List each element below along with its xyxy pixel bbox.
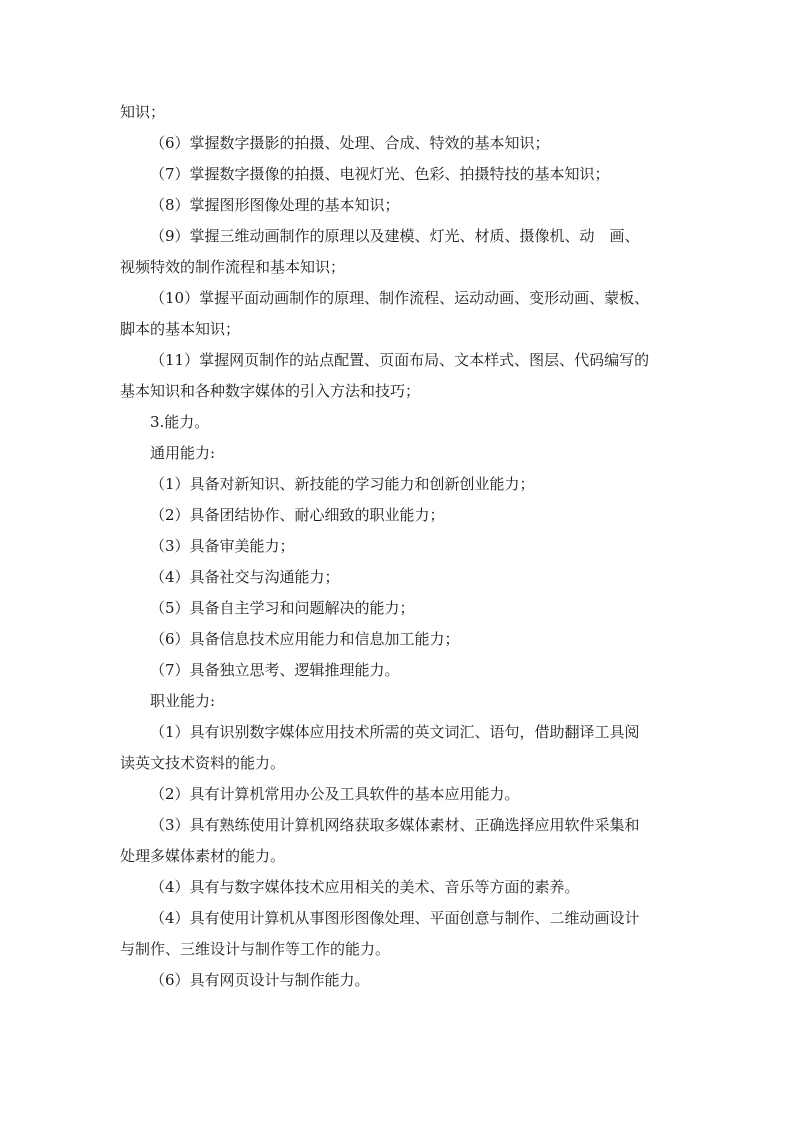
text-line: （1）具备对新知识、新技能的学习能力和创新创业能力； xyxy=(150,475,535,493)
text-line: （3）具有熟练使用计算机网络获取多媒体素材、正确选择应用软件采集和 xyxy=(150,816,640,834)
text-line: 知识； xyxy=(120,103,166,121)
text-line: （7）具备独立思考、逻辑推理能力。 xyxy=(150,661,400,679)
subsection-heading: 通用能力: xyxy=(150,444,216,462)
text-line: 脚本的基本知识； xyxy=(120,320,241,338)
text-line: （8）掌握图形图像处理的基本知识； xyxy=(150,196,400,214)
text-line: （2）具备团结协作、耐心细致的职业能力； xyxy=(150,506,445,524)
text-line: （3）具备审美能力； xyxy=(150,537,295,555)
subsection-heading: 职业能力: xyxy=(150,692,216,710)
text-line: （10）掌握平面动画制作的原理、制作流程、运动动画、变形动画、蒙板、 xyxy=(150,289,650,307)
text-line: （6）具备信息技术应用能力和信息加工能力； xyxy=(150,630,460,648)
text-line: （4）具备社交与沟通能力； xyxy=(150,568,340,586)
text-line: 基本知识和各种数字媒体的引入方法和技巧； xyxy=(120,382,421,400)
section-heading: 3.能力。 xyxy=(150,413,210,431)
text-line: （4）具有与数字媒体技术应用相关的美术、音乐等方面的素养。 xyxy=(150,878,580,896)
text-line: （7）掌握数字摄像的拍摄、电视灯光、色彩、拍摄特技的基本知识； xyxy=(150,165,610,183)
text-line: （6）掌握数字摄影的拍摄、处理、合成、特效的基本知识； xyxy=(150,134,550,152)
text-line: （11）掌握网页制作的站点配置、页面布局、文本样式、图层、代码编写的 xyxy=(150,351,650,369)
text-line: （5）具备自主学习和问题解决的能力； xyxy=(150,599,415,617)
text-line: 读英文技术资料的能力。 xyxy=(120,754,286,772)
document-body xyxy=(120,97,676,996)
text-line: 与制作、三维设计与制作等工作的能力。 xyxy=(120,940,391,958)
text-line: （4）具有使用计算机从事图形图像处理、平面创意与制作、二维动画设计 xyxy=(150,909,640,927)
text-line: （2）具有计算机常用办公及工具软件的基本应用能力。 xyxy=(150,785,520,803)
text-line: （1）具有识别数字媒体应用技术所需的英文词汇、语句，借助翻译工具阅 xyxy=(150,723,640,741)
text-line: 处理多媒体素材的能力。 xyxy=(120,847,286,865)
text-line: （6）具有网页设计与制作能力。 xyxy=(150,971,370,989)
text-line: 视频特效的制作流程和基本知识； xyxy=(120,258,346,276)
text-line: （9）掌握三维动画制作的原理以及建模、灯光、材质、摄像机、动 画、 xyxy=(150,227,640,245)
